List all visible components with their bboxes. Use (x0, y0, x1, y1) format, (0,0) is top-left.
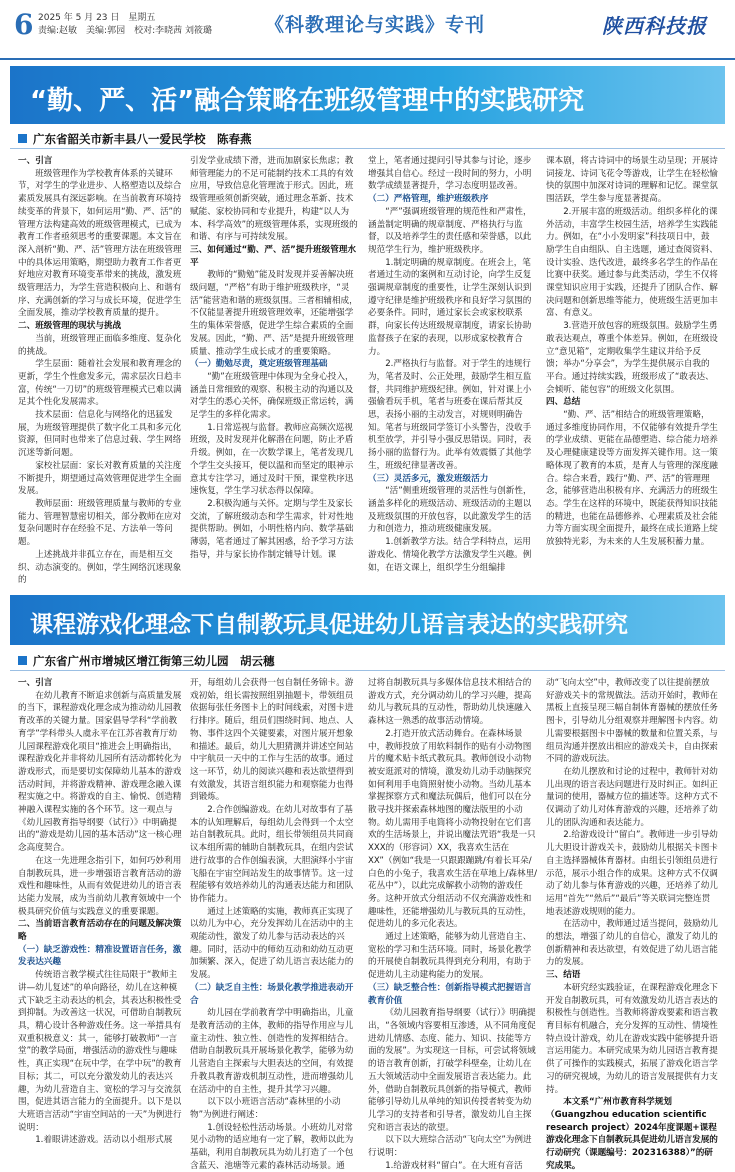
section-heading: 二、班级管理的现状与挑战 (18, 321, 122, 332)
article2-column-1 (18, 677, 182, 1146)
paragraph: 2.打造开放式活动舞台。在森林场景中，教师投放了用软料制作的贴有小动物图片的魔术贴卡纸式教玩具。教师创设小动物被安逛派对的情境，激发幼儿动手动脑探究如何利用手电筒照射使小动物。当幼儿基本掌握探察方式和魔法玩偶后，他们可以在分散寻找并探索森林地图的魔法版里的小动物。幼儿需用手电筒将小动物投射在它们喜欢的生活场景上，并说出魔法咒语“我是一只XXX的（形容词）XX，我喜欢生活在XX”（例如“我是一只跟跟蹦跳/有着长耳朵/白色的小兔子，我喜欢生活在草地上/森林里/花丛中”），以此完成解救小动物的游戏任务。这种开放式分组活动不仅充满游戏性和趣味性，还能增强幼儿与教玩具的互动性，促进幼儿的多元化表达。 (368, 728, 538, 930)
section-heading: 三、如何通过“勤、严、活”提升班级管理水平 (190, 244, 356, 268)
paragraph: 过将自制教玩具与多媒体信息技术相结合的游戏方式，充分调动幼儿的学习兴趣，提高幼儿与教玩具的互动性，帮助幼儿快速融入森林这一熟悉的故事活动情境。 (368, 678, 532, 727)
paragraph: 通过上述策略，能够为幼儿营造自主、宽松的学习和生活环境。同时，场景化教学的开展使自制教玩具得到充分利用，有助于促进幼儿主动建构能力的发展。 (368, 932, 532, 981)
paragraph: 1.着眼讲述游戏。活动以小组形式展 (35, 1135, 173, 1146)
paragraph: “勤、严、活”相结合的班级管理策略，通过多维度协同作用，不仅能够有效提升学生的学业成绩、更能在品德塑造、综合能力培养及心理健康建设等方面发挥关键作用。这一策略体现了教育的本质，是育人与管理的深度融合。综合来看，践行“勤、严、活”的管理理念，能够营造出积极有序、充满活力的班级生态。学生在这样的环境中，既能获得知识技能的精进，也能在品德修养、心理素质及社会能力等方面实现全面提升，最终在成长道路上绽放独特光彩，为未来的人生发展积蓄力量。 (546, 410, 718, 548)
paragraph: 1.创设轻松性活动场景。小班幼儿对常见小动物的适应地有一定了解，教师以此为基础，利用自制教玩具为幼儿打造了一个包含蓝天、池塘等元素的森林活动场景。通 (190, 1122, 354, 1171)
paragraph: 在这一先进理念指引下，如何巧妙利用自制教玩具，进一步增强语言教育活动的游戏性和趣味性，从而有效促进幼儿的语言表达能力发展，成为当前幼儿教育领域中一个极具研究价值与实践意义的重要课题。 (18, 855, 182, 917)
article2-author-text: 广东省广州市增城区增江街第三幼儿园 胡云穗 (33, 654, 275, 668)
subsection-heading: （二）严格管理，维护班级秩序 (368, 194, 489, 205)
subsection-heading: （一）勤勉尽责，奠定班级管理基础 (190, 359, 328, 370)
divider (10, 148, 725, 149)
newspaper-logo: 陕西科技报 (602, 14, 707, 38)
funding-note: 本文系“广州市教育科学规划（Guangzhou education scientific research project）2024年度课题+课程游戏化理念下自制教玩具促进幼儿语言发展的行动研究（课题编号：202316388）”的研究成果。 (546, 1097, 718, 1171)
article1-column-1 (18, 155, 182, 590)
paragraph: 动“飞向太空”中，教师改变了以往提前摆放好游戏关卡的常规做法。活动开始时，教师在黑板上直接呈现三幅自制体育器械的摆放任务图卡，引导幼儿分组观察并理解图卡内容。幼儿需要根据图卡中器械的数量和位置关系，与组员沟通并摆放出相应的游戏关卡，自由探索不同的游戏玩法。 (546, 678, 718, 765)
divider (10, 670, 725, 671)
subsection-heading: （三）缺乏整合性：创新指导模式把握语言教育价值 (368, 982, 532, 1006)
paragraph: 2.开展丰富的班级活动。组织多样化的课外活动，丰富学生校园生活，培养学生实践能力。例如，在“小小发明家”科技项日中，鼓励学生自由组队、自主选题，通过查阅资料、设计实验、迭代改进，最终多名学生的作品在比赛中获奖。通过参与此类活动，学生不仅将课堂知识应用于实践，还提升了团队合作、解决问题和创新思维等能力，使班级生活更加丰富、有意义。 (546, 206, 718, 319)
paragraph: 2.合作创编游戏。在幼儿对故事有了基本的认知理解后，每组幼儿会得到一个太空站自制教玩具。此时，组长带领组员共同商议本组所需的辅助自制教玩具，在组内尝试进行故事的合作创编表演，大胆演绎小宇宙飞船在宇宙空间站发生的故事情节。这一过程能够有效培养幼儿的沟通表达能力和团队协作能力。 (190, 805, 354, 904)
article2-author (18, 653, 275, 669)
page-number: 6 (14, 8, 34, 41)
paragraph: 在幼儿摆放和讨论的过程中，教师针对幼儿出现的语言表达问题进行及时纠正。如纠正量词的使用，器械方位的描述等。这种方式不仅调动了幼儿对体育游戏的兴趣，还培养了幼儿的团队沟通和表达能力。 (546, 766, 718, 828)
paragraph: 当前，班级管理正面临多维度、复杂化的挑战。 (18, 333, 182, 357)
section-heading: 三、结语 (546, 970, 581, 981)
paragraph: 教师的“勤勉”能及时发现并妥善解决班级问题，“严格”有助于维护班级秩序，“灵活”能营造和谐的班级氛围。三者相辅相成，不仅能显著提升班级管理效率，还能增强学生的集体荣誉感，促进学生综合素质的全面发展。因此，“勤、严、活”是提升班级管理质量、推动学生成长成才的重要策略。 (190, 270, 358, 357)
paragraph: 课本剧，将古诗词中的场景生动呈现；开展诗词接龙、诗词飞花令等游戏，让学生在轻松愉快的氛围中加深对诗词的理解和记忆。课堂氛围活跃，学生参与度显著提高。 (546, 156, 718, 205)
article1-column-4 (546, 155, 718, 590)
paragraph: 1.创新教学方法。结合学科特点，运用游戏化、情境化教学方法激发学生兴趣。例如，在语文课上，组织学生分组编排 (368, 537, 532, 573)
paragraph: 在幼儿教育不断追求创新与高质量发展的当下，课程游戏化理念成为推动幼儿园教育改革的关键力量。国家倡导学科“学前教育学”学科带头人虞永平在江苏省教育厅幼儿园课程游戏化项目“推进会上明确指出，课程游戏化并非将幼儿园所有活动都转化为游戏形式，而是要切实保障幼儿基本的游戏活动时间，并将游戏精神、游戏理念融入课程实施之中。将游戏的自主、愉悦、创造精神融入课程实施的各个环节。这一观点与《幼儿园教育指导纲要（试行）》中明确提出的“游戏是幼儿园的基本活动”这一核心理念高度契合。 (18, 690, 182, 854)
paragraph: 2.给游戏设计“留白”。教师进一步引导幼儿大胆设计游戏关卡，鼓励幼儿根据关卡图卡自主选择器械体育器材。由组长引领组员进行示范，展示小组合作的成果。这种方式不仅调动了幼儿参与体育游戏的兴趣，还培养了幼儿运用“首先”“然后”“最后”等关联词完整连贯地表述游戏规则的能力。 (546, 830, 718, 917)
article1-column-3 (368, 155, 538, 590)
paragraph: 1.制定明确的规章制度。在班会上，笔者通过生动的案例和互动讨论，向学生反复强调规章制度的重要性，让学生深刻认识到遵守纪律是维护班级秩序和良好学习氛围的必要条件。同时，通过家长会或家校联系群，向家长传达班级规章制度，请家长协助监督孩子在家的表现，以形成家校教育合力。 (368, 257, 532, 357)
paragraph: 以下以大班综合活动“飞向太空”为例进行说明： (368, 1135, 532, 1159)
paragraph: 通过上述策略的实施，教师真正实现了以幼儿为中心，充分发挥幼儿在活动中的主观能动性，激发了幼儿参与活动表达的兴趣。同时，活动中的师幼互动和幼幼互动更加频繁、深入，促进了幼儿语言表达能力的发展。 (190, 906, 354, 981)
paragraph: 《幼儿园教育指导纲要（试行）》明确提出，“各领域内容要相互渗透，从不同角度促进幼儿情感、态度、能力、知识、技能等方面的发展”。为实现这一目标，可尝试将领域的语言教育创新，打破学科壁垒，让幼儿在五大领域活动中全面发展语言表达能力。此外，借助自制教玩具创新的指导模式，教师能够引导幼儿从单纯的知识传授者转变为幼儿学习的支持者和引导者，激发幼儿自主探究和语言表达的欲望。 (368, 1008, 536, 1133)
paragraph: 1.给游戏材料“留白”。在大班有音活 (385, 1160, 523, 1171)
paragraph: 引发学业成绩下滑，进而加剧家长焦虑；教师管理能力的不足可能制约技术工具的有效应用，导致信息化管理流于形式。因此，班级管理亟须创新突破，通过理念革新、技术赋能、家校协同和专业提升，构建“以人为本、科学高效”的班级管理体系，实现班级的和谐、有序与可持续发展。 (190, 156, 358, 243)
article1-author-text: 广东省韶关市新丰县八一爱民学校 陈春燕 (33, 132, 252, 146)
paragraph: 班级管理作为学校教育体系的关键环节，对学生的学业进步、人格塑造以及综合素质发展具有深远影响。在当前教育环境持续变革的背景下，如何运用“勤、严、活”的管理方法构建高效的班级管理模式，已成为教育工作者亟须思考的重要课题。本文旨在深入剖析“勤、严、活”管理方法在班级管理中的具体运用策略，期望助力教育工作者更好地应对教育环境变革带来的挑战，激发班级管理活力，为学生营造积极向上、和谐有序、充满创新的学习与成长环境，促进学生全面发展，推动学校教育质量的提升。 (18, 168, 182, 319)
subsection-heading: （一）缺乏游戏性：精准设置语言任务，激发表达兴趣 (18, 944, 182, 968)
square-bullet-icon (18, 656, 27, 665)
section-heading: 一、引言 (18, 156, 53, 166)
paragraph: “勤”在班级管理中体现为全身心投入，涵盖日常细致的观察、积极主动的沟通以及对学生的悉心关怀，确保班级正常运转，满足学生的多样化需求。 (190, 371, 354, 421)
paragraph: 3.营造开放包容的班级氛围。鼓励学生勇敢表达观点，尊重个体差异。例如，在班级设立“意见箱”，定期收集学生建议并给予反馈；举办“分享会”，为学生提供展示自我的平台。通过持续实践，班级形成了“敢表达、会倾听、能包容”的班级文化氛围。 (546, 321, 718, 395)
article2-column-3 (368, 677, 538, 1171)
paragraph: 传统语言教学模式往往局限于“教师主讲—幼儿复述”的单向路径，幼儿在这种模式下缺乏主动表达的机会，其表达积极性受到抑制。为改善这一状况，可借助自制教玩具，精心设计各种游戏任务。这一举措具有双重积极意义：其一，能够打破教师“一言堂”的教学局面，增强活动的游戏性与趣味性，真正实现“在玩中学，在学中玩”的教育目标；其二，可以充分激发幼儿的表达兴趣，为幼儿营造自主、宽松的学习与交流氛围，促进其语言能力的全面提升。以下是以大班语言活动“宇宙空间站的一天”为例进行说明： (18, 970, 182, 1133)
article1-banner (10, 66, 725, 124)
paragraph: 上述挑战并非孤立存在，而是相互交织、动态演变的。例如，学生网络沉迷现象的 (18, 549, 182, 586)
paragraph: 幼儿园在学前教育学中明确指出，儿童是教育活动的主体，教师的指导作用应与儿童主动性、独立性、创造性的发挥相结合。借助自制教玩具开展场景化教学，能够为幼儿营造自主探索与大胆表达的空间，有效提升教具教育游戏机制互动性，进而增强幼儿在活动中的自主性，提升其学习兴趣。 (190, 1008, 354, 1095)
editor-credits: 责编:赵敏 美编:郭园 校对:李晓茜 刘筱璐 (38, 26, 212, 36)
article2-banner (10, 595, 725, 645)
section-heading: 一、引言 (18, 678, 53, 688)
subsection-heading: （三）灵活多元，激发班级活力 (368, 473, 489, 484)
paragraph: 技术层面：信息化与网络化的迅猛发展，为班级管理提供了数字化工具和多元化资源，但同时也带来了信息过载、学生网络沉迷等新问题。 (18, 410, 182, 459)
article2-column-4 (546, 677, 718, 1171)
article1-author (18, 131, 252, 147)
page-header (0, 0, 735, 60)
article2-column-2 (190, 677, 360, 1171)
issue-date: 2025 年 5 月 23 日 星期五 (38, 13, 156, 23)
paragraph: “严”强调班级管理的规范性和严肃性，涵盖制定明确的规章制度、严格执行与监督，以及培养学生的责任感和荣誉感，以此规范学生行为，维护班级秩序。 (368, 206, 532, 255)
paragraph: 1.日常巡视与监督。教师应高频次巡视班级，及时发现并化解潜在问题，防止矛盾升级。例如，在一次数学课上，笔者发现几个学生交头接耳，便以温和而坚定的眼神示意其专注学习，通过及时干预，课堂秩序迅速恢复，学生学习状态得以保障。 (190, 422, 354, 497)
section-title: 《科教理论与实践》专刊 (265, 14, 486, 36)
article1-column-2 (190, 155, 360, 590)
section-heading: 二、当前语言教育活动存在的问题及解决策略 (18, 919, 182, 943)
paragraph: 学生层面：随着社会发展和教育理念的更新，学生个性愈发多元，需求层次日趋丰富，传统“一刀切”的班级管理模式已难以满足其个性化发展需求。 (18, 359, 182, 408)
paragraph: 堂上，笔者通过提问引导其参与讨论，逐步增强其自信心。经过一段时间的努力，小明数学成绩显著提升，学习态度明显改善。 (368, 156, 532, 192)
paragraph: “活”侧重班级管理的灵活性与创新性，涵盖多样化的班级活动、班级活动的主题以及班级氛围的开放包容，以此激发学生的活力和创造力，推动班级健康发展。 (368, 486, 532, 535)
paragraph: 教师层面：班级管理质量与教师的专业能力、管理智慧密切相关，部分教师在应对复杂问题时存在经验不足、方法单一等问题。 (18, 498, 182, 548)
paragraph: 2.积极沟通与关怀。定期与学生及家长交流，了解班级动态和学生需求，针对性地提供帮助。例如，小明性格内向、数学基础薄弱，笔者通过了解其困惑，给予学习方法指导，并与家长协作制定辅导计划。课 (190, 498, 354, 560)
paragraph: 2.严格执行与监督。对于学生的违规行为，笔者及时、公正处理，鼓励学生相互监督，共同维护班级纪律。例如，针对课上小强偷看玩手机，笔者与班委在课后帮其反思，表扬小丽的主动发言，对规则明确告知。笔者与班级同学签订小头警告，没收手机至放学，并引导小强反思错误。同时，表扬小丽的监督行为。此举有效震慑了其他学生，班级纪律显著改善。 (368, 359, 532, 471)
article2-title: 课程游戏化理念下自制教玩具促进幼儿语言表达的实践研究 (30, 612, 628, 638)
paragraph: 本研究经实践验证，在课程游戏化理念下开发自制教玩具，可有效激发幼儿语言表达的积极性与创造性。当教师将游戏要素和语言教育目标有机融合，充分发挥的互动性、情境性特点设计游戏，幼儿在游戏实践中能够提升语言运用能力。本研究成果为幼儿园语言教育提供了可操作的实践模式，拓展了游戏化语言学习的研究视域，为幼儿的语言发展提供有力支持。 (546, 982, 718, 1095)
paragraph: 以下以小班语言活动“森林里的小动物”为例进行阐述： (190, 1097, 341, 1120)
paragraph: 家校社层面：家长对教育质量的关注度不断提升，期望通过高效管理促进学生全面发展。 (18, 460, 182, 497)
article1-title: “勤、严、活”融合策略在班级管理中的实践研究 (30, 86, 585, 116)
subsection-heading: （二）缺乏自主性：场景化教学推进表动开合 (190, 982, 354, 1006)
section-heading: 四、总结 (546, 397, 581, 408)
paragraph: 在活动中，教师通过适当提问，鼓励幼儿的想法，增强了幼儿的自信心，激发了幼儿的创新精神和表达欲望，有效促进了幼儿语言能力的发展。 (546, 919, 718, 968)
paragraph: 开，每组幼儿会获得一包自制任务锦卡。游戏初始，组长需按照组别抽题卡，带领组员依据每张任务图卡上的时间线索，对图卡进行排序。随后，组员们围绕时间、地点、人物、事件这四个关键要素，对图片展开想象和描述。最后，幼儿大胆猜测并讲述空间站中宇航员一天中的工作与生活的故事。通过这一环节，幼儿的阅读兴趣和表达欲望得到有效激发，其语言组织能力和观察能力也得到锻炼。 (190, 678, 354, 803)
square-bullet-icon (18, 134, 27, 143)
